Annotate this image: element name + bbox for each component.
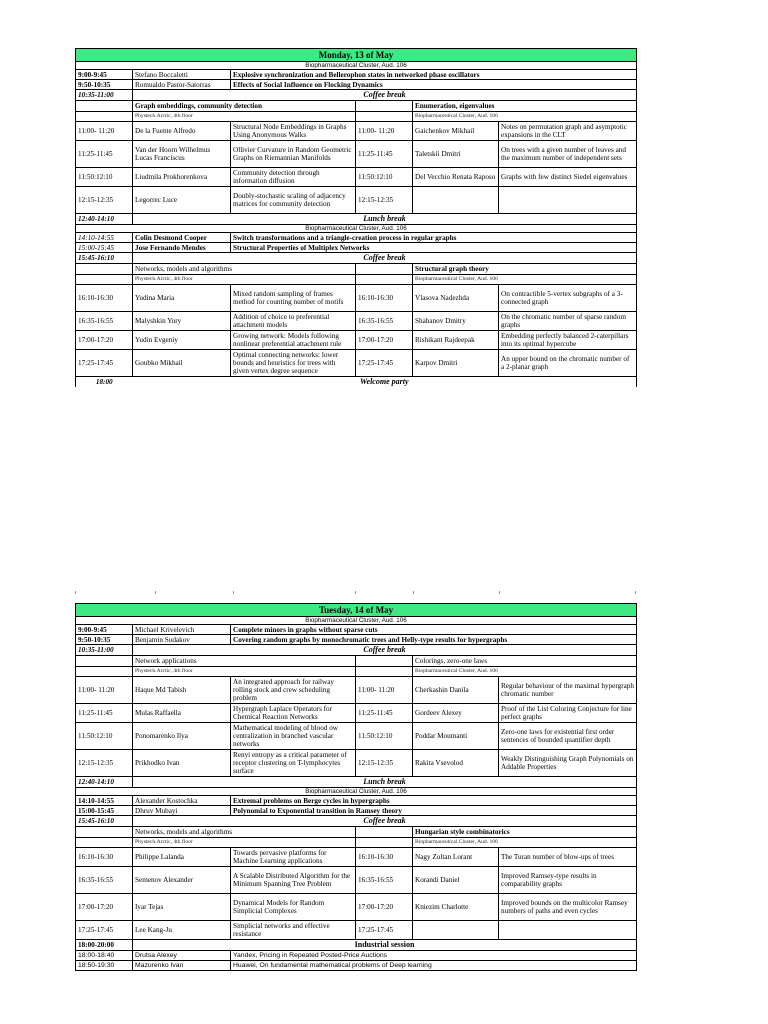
- talk-title: Simplicial networks and effective resistance: [231, 921, 356, 940]
- talk-title: On trees with a given number of leaves and the maximum number of independent sets: [499, 141, 637, 168]
- section-title-right: Structural graph theory: [413, 264, 637, 275]
- talk-title: Structural Node Embeddings in Graphs Using Anonymous Walks: [231, 122, 356, 141]
- plenary-row: [76, 70, 637, 80]
- section-title-left: Networks, models and algorithms: [133, 264, 356, 275]
- talk-row: [76, 312, 637, 331]
- time-cell: 17:25-17:45: [356, 921, 413, 940]
- speaker-cell: Poddar Moumanti: [413, 723, 499, 750]
- talk-title: Explosive synchronization and Bellerophon states in networked phase oscillators: [231, 70, 637, 80]
- talk-row: [76, 168, 637, 187]
- talk-title: Covering random graphs by monochromatic trees and Helly-type results for hypergraphs: [231, 635, 637, 645]
- talk-title: Ollivier Curvature in Random Geometric Graphs on Riemannian Manifolds: [231, 141, 356, 168]
- speaker-cell: Philippe Lalanda: [133, 848, 231, 867]
- break-row: [76, 816, 637, 827]
- section-location-row: [76, 275, 637, 285]
- section-header-row: [76, 827, 637, 838]
- break-row: [76, 214, 637, 225]
- break-label: Coffee break: [133, 253, 637, 264]
- talk-title: An upper bound on the chromatic number of a 2-planar graph: [499, 350, 637, 377]
- talk-title: Zero-one laws for existential first order sentences of bounded quantifier depth: [499, 723, 637, 750]
- section-location-right: Biopharmaceutical Cluster, Aud. 106: [413, 838, 637, 848]
- break-label: Coffee break: [133, 90, 637, 101]
- plenary-row: [76, 625, 637, 635]
- speaker-cell: Alexander Kostochka: [133, 796, 231, 806]
- time-cell: 16:10-16:30: [76, 285, 133, 312]
- speaker-cell: Lee Kang-Ju: [133, 921, 231, 940]
- speaker-cell: Liudmila Prokhorenkova: [133, 168, 231, 187]
- time-cell: 16:35-16:55: [356, 867, 413, 894]
- time-cell: 16:35-16:55: [76, 867, 133, 894]
- schedule-table-tuesday: [75, 603, 637, 971]
- talk-title: Effects of Social Influence on Flocking Dynamics: [231, 80, 637, 90]
- welcome-row: [76, 377, 637, 388]
- talk-title: Hypergraph Laplace Operators for Chemical Reaction Networks: [231, 704, 356, 723]
- time-cell: 9:50-10:35: [76, 80, 133, 90]
- plenary-row: [76, 233, 637, 243]
- talk-title: Notes on permutation graph and asymptotic expansions in the CLT: [499, 122, 637, 141]
- talk-title: Weakly Distinguishing Graph Polynomials on Addable Properties: [499, 750, 637, 777]
- speaker-cell: Colin Desmond Cooper: [133, 233, 231, 243]
- time-cell: 11:00- 11:20: [76, 122, 133, 141]
- section-title-left: Graph embeddings, community detection: [133, 101, 356, 112]
- day-title: Monday, 13 of May: [76, 49, 637, 62]
- venue-label: Biopharmaceutical Cluster, Aud. 106: [76, 225, 637, 233]
- talk-row: [76, 894, 637, 921]
- section-location-row: [76, 667, 637, 677]
- talk-row: [76, 350, 637, 377]
- break-time: 12:40-14:10: [76, 777, 133, 788]
- section-location-left: Phystech.Arctic, 4th floor: [133, 667, 356, 677]
- talk-title: Polynomial to Exponential transition in Ramsey theory: [231, 806, 637, 816]
- talk-title: The Turan number of blow-ups of trees: [499, 848, 637, 867]
- speaker-cell: Semenov Alexander: [133, 867, 231, 894]
- time-cell: 11:50:12:10: [356, 723, 413, 750]
- industrial-row: [76, 940, 637, 951]
- speaker-cell: Vlasova Nadezhda: [413, 285, 499, 312]
- talk-title: On the chromatic number of sparse random graphs: [499, 312, 637, 331]
- section-title-left: Network applications: [133, 656, 356, 667]
- page-separator: [75, 591, 636, 595]
- break-label: Lunch break: [133, 214, 637, 225]
- talk-title: Graphs with few distinct Siedel eigenvalues: [499, 168, 637, 187]
- speaker-cell: Yudina Maria: [133, 285, 231, 312]
- break-label: Coffee break: [133, 645, 637, 656]
- time-cell: 17:00-17:20: [76, 894, 133, 921]
- talk-title: Extremal problems on Berge cycles in hypergraphs: [231, 796, 637, 806]
- talk-title: [499, 921, 637, 940]
- time-cell: 14:10-14:55: [76, 796, 133, 806]
- time-cell: 17:00-17:20: [356, 894, 413, 921]
- talk-row: [76, 867, 637, 894]
- talk-row: [76, 723, 637, 750]
- talk-title: Doubly-stochastic scaling of adjacency matrices for community detection: [231, 187, 356, 214]
- time-cell: 18:00-18:40: [76, 951, 133, 961]
- time-cell: 15:00-15:45: [76, 243, 133, 253]
- section-title-left: Networks, models and algorithms: [133, 827, 356, 838]
- time-cell: 9:50-10:35: [76, 635, 133, 645]
- talk-title: Huawei, On fundamental mathematical problems of Deep learning: [231, 961, 637, 971]
- break-time: 10:35-11:00: [76, 90, 133, 101]
- talk-row: [76, 921, 637, 940]
- time-cell: 9:00-9:45: [76, 625, 133, 635]
- speaker-cell: Van der Hoorn Wilhelmus Lucas Franciscus: [133, 141, 231, 168]
- speaker-cell: Haque Md Tabish: [133, 677, 231, 704]
- speaker-cell: Nagy Zoltan Lorant: [413, 848, 499, 867]
- section-header-row: [76, 656, 637, 667]
- speaker-cell: Taletskii Dmitri: [413, 141, 499, 168]
- break-time: 10:35-11:00: [76, 645, 133, 656]
- talk-title: Towards pervasive platforms for Machine Learning applications: [231, 848, 356, 867]
- talk-title: A Scalable Distributed Algorithm for the Minimum Spanning Tree Problem: [231, 867, 356, 894]
- speaker-cell: Stefano Boccaletti: [133, 70, 231, 80]
- venue-label: Biopharmaceutical Cluster, Aud. 106: [76, 62, 637, 70]
- speaker-cell: [413, 921, 499, 940]
- time-cell: 17:00-17:20: [356, 331, 413, 350]
- speaker-cell: Jose Fernando Mendes: [133, 243, 231, 253]
- section-title-right: Enumeration, eigenvalues: [413, 101, 637, 112]
- time-cell: 16:35-16:55: [76, 312, 133, 331]
- talk-title: Dynamical Models for Random Simplicial Complexes: [231, 894, 356, 921]
- talk-row: [76, 122, 637, 141]
- talk-title: On contractible 5-vertex subgraphs of a 3-connected graph: [499, 285, 637, 312]
- speaker-cell: Malyshkin Yury: [133, 312, 231, 331]
- speaker-cell: Gordeev Alexey: [413, 704, 499, 723]
- day-title: Tuesday, 14 of May: [76, 604, 637, 617]
- break-label: Lunch break: [133, 777, 637, 788]
- section-title-right: Colorings, zero-one laws: [413, 656, 637, 667]
- plenary-row: [76, 635, 637, 645]
- industrial-label: Industrial session: [133, 940, 637, 951]
- time-cell: 12:15-12:35: [356, 750, 413, 777]
- venue-label: Biopharmaceutical Cluster, Aud. 106: [76, 617, 637, 625]
- break-row: [76, 777, 637, 788]
- time-cell: 11:50:12:10: [76, 168, 133, 187]
- speaker-cell: Korandi Daniel: [413, 867, 499, 894]
- time-cell: 16:10-16:30: [76, 848, 133, 867]
- break-row: [76, 645, 637, 656]
- section-title-right: Hungarian style combinatorics: [413, 827, 637, 838]
- talk-title: Growing network: Models following nonlinear preferential attachment rule: [231, 331, 356, 350]
- talk-title: Mixed random sampling of frames method for counting number of motifs: [231, 285, 356, 312]
- time-cell: 17:25-17:45: [356, 350, 413, 377]
- time-cell: 16:35-16:55: [356, 312, 413, 331]
- speaker-cell: Shabanov Dmitry: [413, 312, 499, 331]
- talk-title: Community detection through information diffusion: [231, 168, 356, 187]
- section-location-right: Biopharmaceutical Cluster, Aud. 106: [413, 112, 637, 122]
- talk-title: Regular behaviour of the maximal hypergraph chromatic number: [499, 677, 637, 704]
- talk-title: Embedding perfectly balanced 2-caterpillars into its optimal hypercube: [499, 331, 637, 350]
- speaker-cell: Karpov Dmitri: [413, 350, 499, 377]
- time-cell: 11:25-11:45: [76, 704, 133, 723]
- time-cell: 11:25-11:45: [356, 141, 413, 168]
- venue-label: Biopharmaceutical Cluster, Aud. 106: [76, 788, 637, 796]
- time-cell: 17:25-17:45: [76, 350, 133, 377]
- time-cell: 16:10-16:30: [356, 848, 413, 867]
- schedule-table-monday: [75, 48, 637, 387]
- time-cell: 11:25-11:45: [76, 141, 133, 168]
- talk-title: Mathematical modeling of blood ow centralization in branched vascular networks: [231, 723, 356, 750]
- speaker-cell: Iyar Tejas: [133, 894, 231, 921]
- time-cell: 12:15-12:35: [356, 187, 413, 214]
- talk-title: Improved Ramsey-type results in comparability graphs: [499, 867, 637, 894]
- welcome-time: 18:00: [76, 377, 133, 388]
- plenary-row: [76, 796, 637, 806]
- time-cell: 12:15-12:35: [76, 187, 133, 214]
- speaker-cell: Benjamin Sudakov: [133, 635, 231, 645]
- break-row: [76, 90, 637, 101]
- speaker-cell: Kniezim Charlotte: [413, 894, 499, 921]
- speaker-cell: Yudin Evgeniy: [133, 331, 231, 350]
- speaker-cell: Gaichenkov Mikhail: [413, 122, 499, 141]
- section-location-left: Phystech.Arctic, 4th floor: [133, 112, 356, 122]
- talk-title: An integrated approach for railway rolling stock and crew scheduling problem: [231, 677, 356, 704]
- welcome-label: Welcome party: [133, 377, 637, 388]
- talk-title: Renyi entropy as a critical parameter of receptor clustering on T-lymphocytes surface: [231, 750, 356, 777]
- talk-title: Yandex, Pricing in Repeated Posted-Price Auctions: [231, 951, 637, 961]
- plenary-row: [76, 806, 637, 816]
- speaker-cell: Dhruv Mubayi: [133, 806, 231, 816]
- speaker-cell: Cherkashin Danila: [413, 677, 499, 704]
- talk-title: Structural Properties of Multiplex Networks: [231, 243, 637, 253]
- speaker-cell: Mulas Raffaella: [133, 704, 231, 723]
- speaker-cell: Mazurenko Ivan: [133, 961, 231, 971]
- talk-title: Proof of the List Coloring Conjecture for line perfect graphs: [499, 704, 637, 723]
- time-cell: 14:10-14:55: [76, 233, 133, 243]
- time-cell: 11:50:12:10: [76, 723, 133, 750]
- time-cell: 11:00- 11:20: [356, 677, 413, 704]
- section-location-row: [76, 838, 637, 848]
- speaker-cell: Rishikant Rajdeepak: [413, 331, 499, 350]
- break-time: 15:45-16:10: [76, 253, 133, 264]
- section-header-row: [76, 101, 637, 112]
- talk-title: Switch transformations and a triangle-creation process in regular graphs: [231, 233, 637, 243]
- section-location-right: Biopharmaceutical Cluster, Aud. 106: [413, 275, 637, 285]
- plenary-row: [76, 243, 637, 253]
- speaker-cell: Michael Krivelevich: [133, 625, 231, 635]
- industrial-talk-row: [76, 951, 637, 961]
- plenary-row: [76, 80, 637, 90]
- speaker-cell: De la Fuente Alfredo: [133, 122, 231, 141]
- talk-row: [76, 704, 637, 723]
- talk-title: [499, 187, 637, 214]
- section-location-right: Biopharmaceutical Cluster, Aud. 106: [413, 667, 637, 677]
- time-cell: 16:10-16:30: [356, 285, 413, 312]
- time-cell: 17:25-17:45: [76, 921, 133, 940]
- talk-row: [76, 750, 637, 777]
- talk-row: [76, 848, 637, 867]
- time-cell: 15:00-15:45: [76, 806, 133, 816]
- speaker-cell: Legorrec Luce: [133, 187, 231, 214]
- speaker-cell: Romualdo Pastor-Satorras: [133, 80, 231, 90]
- section-location-left: Phystech.Arctic, 4th floor: [133, 838, 356, 848]
- industrial-time: 18:00-20:00: [76, 940, 133, 951]
- break-time: 15:45-16:10: [76, 816, 133, 827]
- speaker-cell: Ponomarenko Ilya: [133, 723, 231, 750]
- talk-row: [76, 677, 637, 704]
- section-location-row: [76, 112, 637, 122]
- break-time: 12:40-14:10: [76, 214, 133, 225]
- section-location-left: Phystech.Arctic, 4th floor: [133, 275, 356, 285]
- break-row: [76, 253, 637, 264]
- speaker-cell: Drutsa Alexey: [133, 951, 231, 961]
- industrial-talk-row: [76, 961, 637, 971]
- speaker-cell: Del Vecchio Renata Raposo: [413, 168, 499, 187]
- speaker-cell: Goubko Mikhail: [133, 350, 231, 377]
- talk-row: [76, 141, 637, 168]
- speaker-cell: [413, 187, 499, 214]
- talk-title: Improved bounds on the multicolor Ramsey numbers of paths and even cycles: [499, 894, 637, 921]
- talk-title: Optimal connecting networks: lower bounds and heuristics for trees with given vertex degree sequence: [231, 350, 356, 377]
- time-cell: 9:00-9:45: [76, 70, 133, 80]
- talk-title: Addition of choice to preferential attachment models: [231, 312, 356, 331]
- talk-row: [76, 187, 637, 214]
- talk-row: [76, 331, 637, 350]
- talk-row: [76, 285, 637, 312]
- time-cell: 18:50-19:30: [76, 961, 133, 971]
- time-cell: 11:25-11:45: [356, 704, 413, 723]
- time-cell: 11:00- 11:20: [356, 122, 413, 141]
- speaker-cell: Rakita Vsevolod: [413, 750, 499, 777]
- time-cell: 12:15-12:35: [76, 750, 133, 777]
- time-cell: 17:00-17:20: [76, 331, 133, 350]
- speaker-cell: Prikhodko Ivan: [133, 750, 231, 777]
- time-cell: 11:50:12:10: [356, 168, 413, 187]
- time-cell: 11:00- 11:20: [76, 677, 133, 704]
- break-label: Coffee break: [133, 816, 637, 827]
- section-header-row: [76, 264, 637, 275]
- talk-title: Complete minors in graphs without sparse cuts: [231, 625, 637, 635]
